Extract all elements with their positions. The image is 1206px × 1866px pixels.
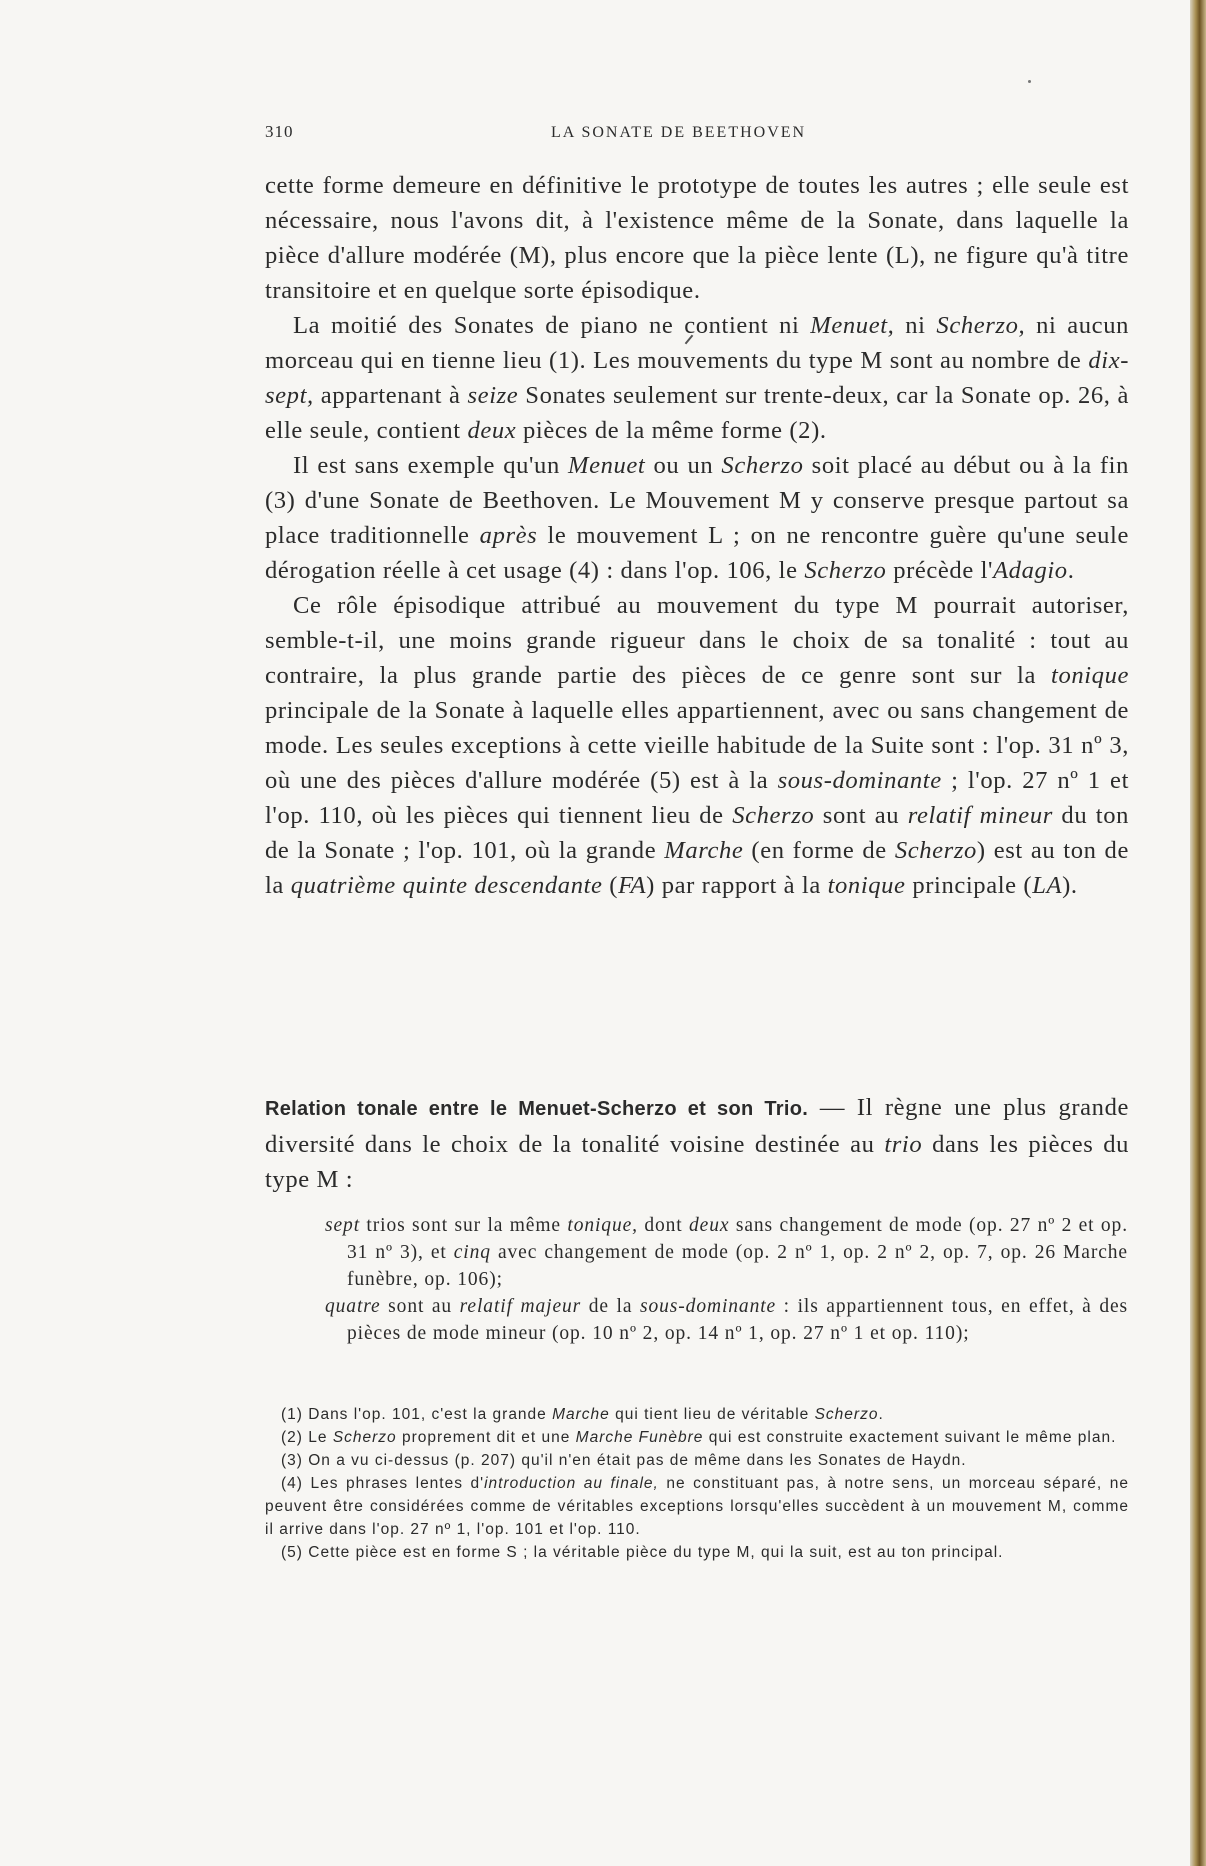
text-run: Ce rôle épisodique attribué au mouvement du type M pourrait autoriser, semble-t-il, une moins grande rigueur dans le choix de sa tonalité : tout au contraire, la plus grande partie des pièces de ce genre sont sur la — [265, 592, 1129, 689]
text-run: du ton de la Sonate ; l'op. 101, où la grande — [265, 802, 1129, 864]
italic-run: après — [479, 522, 538, 549]
text-run: pièces de la même forme (2). — [516, 417, 827, 444]
italic-run: tonique, — [567, 1215, 638, 1236]
text-run: ne constituant pas, à notre sens, un morceau séparé, ne peuvent être considérées comme de véritables exceptions lorsqu'elles succèdent à un mouvement M, comme il arrive dans l'op. 27 nº 1, l'op. 101 et l'op. 110. — [265, 1475, 1129, 1538]
italic-run: tonique — [827, 872, 906, 899]
text-run: sans changement de mode (op. 27 nº 2 et op. 31 nº 3), et — [347, 1215, 1128, 1263]
footnote-4 — [265, 1472, 1129, 1541]
italic-run: Adagio — [993, 557, 1068, 584]
italic-run: sous-dominante — [640, 1296, 777, 1317]
italic-run: relatif majeur — [459, 1296, 582, 1317]
italic-run: tonique — [1051, 662, 1129, 689]
text-run: ( — [602, 872, 619, 899]
text-run: principale ( — [905, 872, 1033, 899]
text-run: avec changement de mode (op. 2 nº 1, op. 2 nº 2, op. 7, op. 26 Marche funèbre, op. 106); — [347, 1242, 1128, 1290]
footnote-1 — [265, 1403, 1129, 1426]
text-run: Sonates seulement sur trente-deux, car la Sonate op. 26, à elle seule, contient — [265, 382, 1129, 444]
text-run: (3) On a vu ci-dessus (p. 207) qu'il n'en était pas de même dans les Sonates de Haydn. — [281, 1452, 967, 1469]
italic-run: deux — [467, 417, 517, 444]
text-run: ) est au ton de la — [265, 837, 1129, 899]
list-item — [325, 1293, 1128, 1347]
italic-run: Scherzo, — [936, 312, 1026, 339]
text-run: qui est construite exactement suivant le même plan. — [703, 1429, 1117, 1446]
section-title: Relation tonale entre le Menuet-Scherzo et son Trio. — [265, 1098, 809, 1120]
footnote-5 — [265, 1541, 1129, 1564]
footnote-2 — [265, 1426, 1129, 1449]
italic-run: Marche Funèbre — [575, 1429, 704, 1446]
italic-run: Scherzo — [814, 1406, 879, 1423]
italic-run: LA — [1032, 872, 1063, 899]
text-run: (5) Cette pièce est en forme S ; la véritable pièce du type M, qui la suit, est au ton principal. — [281, 1544, 1004, 1561]
text-run: dans les pièces du type M : — [265, 1131, 1129, 1193]
paragraph-3 — [265, 448, 1129, 588]
page-number: 310 — [265, 122, 294, 141]
text-run: principale de la Sonate à laquelle elles appartiennent, avec ou sans changement de mode. Les seules exceptions à cette vieille habitude de la Suite sont : l'op. 31 nº 3, où une des pièces d'allure modérée (5) est à la — [265, 697, 1129, 794]
text-run: (en forme de — [743, 837, 895, 864]
text-run: — Il règne une plus grande diversité dans le choix de la tonalité voisine destinée au — [265, 1094, 1129, 1158]
text-run: soit placé au début ou à la fin (3) d'une Sonate de Beethoven. Le Mouvement M y conserve presque partout sa place traditionnelle — [265, 452, 1129, 549]
italic-run: Scherzo — [894, 837, 977, 864]
italic-run: Scherzo — [804, 557, 887, 584]
text-run: ; l'op. 27 nº 1 et l'op. 110, où les pièces qui tiennent lieu de — [265, 767, 1129, 829]
list-item — [325, 1212, 1128, 1293]
italic-run: sept — [325, 1215, 361, 1236]
text-run: . — [1067, 557, 1075, 584]
text-run: le mouvement L ; on ne rencontre guère qu'une seule dérogation réelle à cet usage (4) : dans l'op. 106, le — [265, 522, 1129, 584]
text-run: de la — [581, 1296, 640, 1317]
italic-run: sous-dominante — [777, 767, 942, 794]
text-run: appartenant à — [313, 382, 468, 409]
text-run: précède l' — [886, 557, 994, 584]
main-text — [265, 168, 1129, 903]
italic-run: Marche — [552, 1406, 610, 1423]
text-run: . — [878, 1406, 884, 1423]
text-run: (1) Dans l'op. 101, c'est la grande — [281, 1406, 553, 1423]
italic-run: Marche — [664, 837, 744, 864]
text-run: dont — [637, 1215, 690, 1236]
text-run: Il est sans exemple qu'un — [293, 452, 568, 479]
book-page-edge — [1190, 0, 1206, 1866]
italic-run: deux — [689, 1215, 730, 1236]
italic-run: relatif mineur — [907, 802, 1053, 829]
footnotes — [265, 1403, 1129, 1564]
text-run: trios sont sur la même — [360, 1215, 568, 1236]
footnote-3 — [265, 1449, 1129, 1472]
text-run: : ils appartiennent tous, en effet, à des pièces de mode mineur (op. 10 nº 2, op. 14 nº 1, op. 27 nº 1 et op. 110); — [347, 1296, 1129, 1344]
text-run: ). — [1062, 872, 1078, 899]
italic-run: introduction au finale, — [484, 1475, 659, 1492]
page-header — [265, 122, 1129, 152]
text-run: proprement dit et une — [396, 1429, 576, 1446]
paragraph-2 — [265, 308, 1129, 448]
italic-run: Scherzo — [332, 1429, 397, 1446]
text-run: sont au — [814, 802, 908, 829]
section-text — [265, 1090, 1129, 1197]
trio-list — [325, 1212, 1128, 1347]
italic-run: cinq — [453, 1242, 491, 1263]
text-run: ) par rapport à la — [646, 872, 828, 899]
italic-run: seize — [467, 382, 519, 409]
text-run: (2) Le — [281, 1429, 333, 1446]
text-run: (4) Les phrases lentes d' — [281, 1475, 485, 1492]
italic-run: trio — [884, 1131, 923, 1158]
text-run: qui tient lieu de véritable — [609, 1406, 815, 1423]
text-run: cette forme demeure en définitive le prototype de toutes les autres ; elle seule est nécessaire, nous l'avons dit, à l'existence même de la Sonate, dans laquelle la pièce d'allure modérée (M), plus encore que la pièce lente (L), ne figure qu'à titre transitoire et en quelque sorte épisodique. — [265, 172, 1129, 304]
italic-run: FA — [618, 872, 647, 899]
section-paragraph — [265, 1090, 1129, 1197]
italic-run: dix-sept, — [265, 347, 1129, 409]
text-run: sont au — [380, 1296, 460, 1317]
paragraph-1 — [265, 168, 1129, 308]
running-head: LA SONATE DE BEETHOVEN — [551, 124, 807, 141]
italic-run: Menuet, — [810, 312, 895, 339]
text-run: ni aucun morceau qui en tienne lieu (1). Les mouvements du type M sont au nombre de — [265, 312, 1129, 374]
italic-run: quatre — [325, 1296, 381, 1317]
page-speck — [1028, 80, 1031, 83]
text-run: ni — [894, 312, 937, 339]
italic-run: Scherzo — [732, 802, 815, 829]
text-run: ou un — [645, 452, 722, 479]
text-run: La moitié des Sonates de piano ne contient ni — [293, 312, 811, 339]
italic-run: Scherzo — [721, 452, 804, 479]
italic-run: Menuet — [568, 452, 646, 479]
italic-run: quatrième quinte descendante — [290, 872, 603, 899]
paragraph-4 — [265, 588, 1129, 903]
